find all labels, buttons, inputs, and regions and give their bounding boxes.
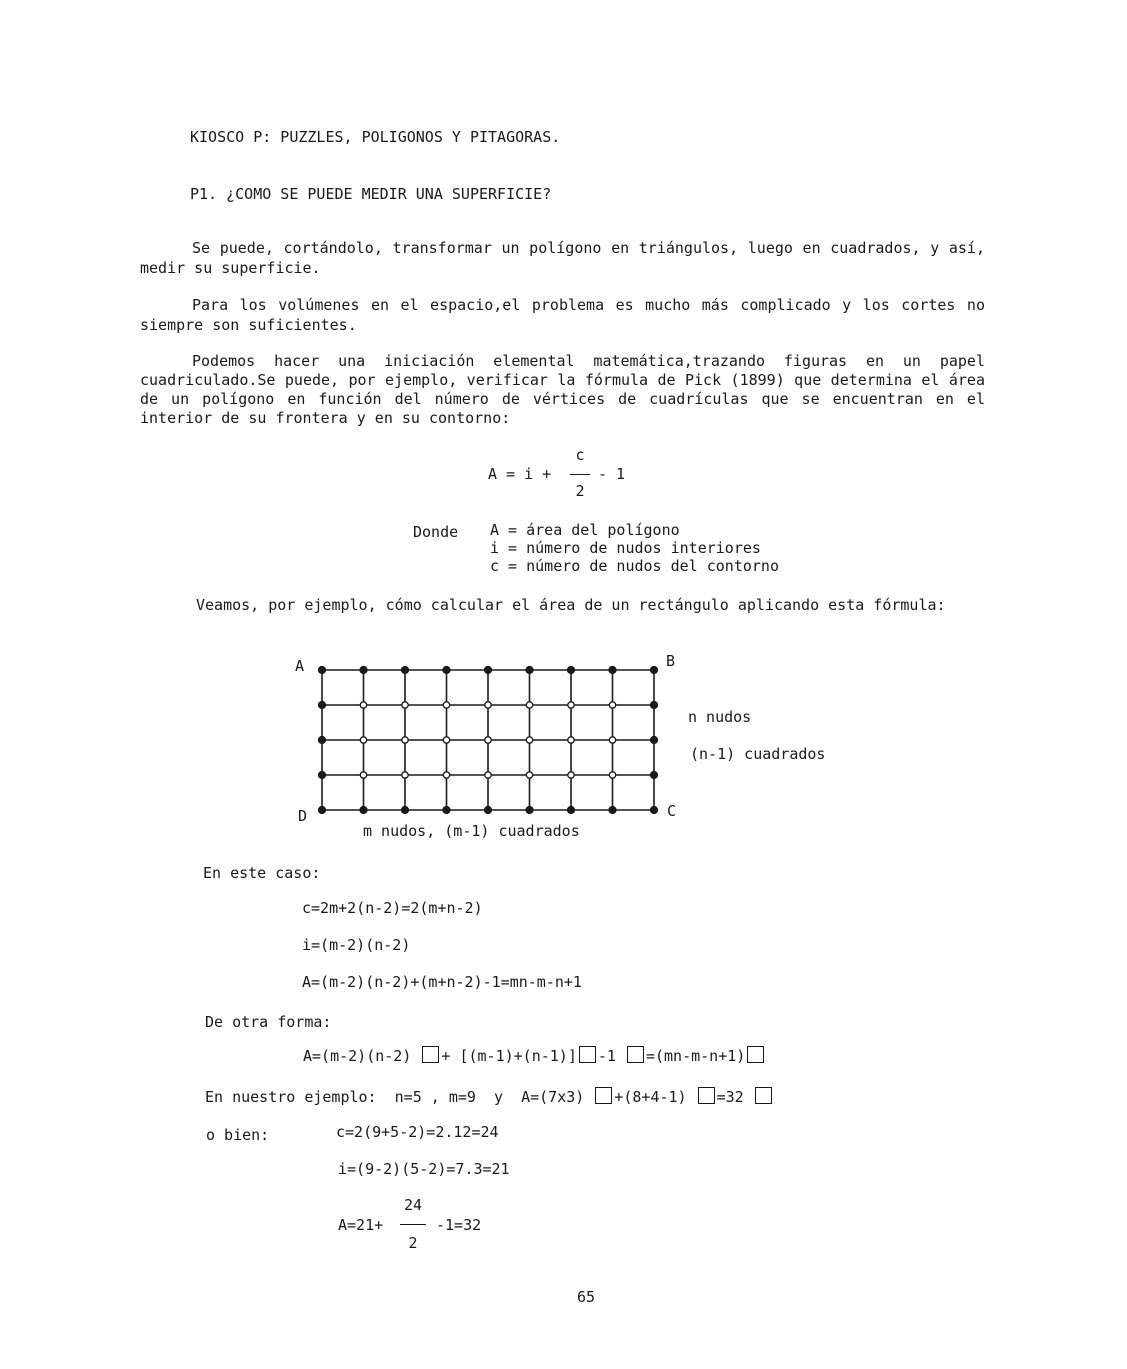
interior-node	[609, 772, 615, 778]
contour-node	[402, 667, 409, 674]
contour-node	[319, 702, 326, 709]
alt-numerator: 24	[403, 1196, 423, 1214]
contour-node	[568, 807, 575, 814]
contour-node	[526, 807, 533, 814]
interior-node	[568, 772, 574, 778]
contour-node	[443, 667, 450, 674]
unit-square-icon	[627, 1046, 644, 1063]
other-equation	[303, 1046, 766, 1065]
other-intro: De otra forma:	[205, 1013, 332, 1031]
contour-node	[651, 667, 658, 674]
legend-line-contour: c = número de nudos del contorno	[490, 557, 779, 575]
section-heading: P1. ¿COMO SE PUEDE MEDIR UNA SUPERFICIE?	[190, 185, 552, 203]
other-part-3: -1	[597, 1047, 616, 1065]
example-a2: +(8+4-1)	[614, 1088, 687, 1106]
paragraph-intro: Se puede, cortándolo, transformar un polígono en triángulos, luego en cuadrados, y así, medir su superficie.	[140, 239, 985, 277]
interior-node	[402, 772, 408, 778]
unit-square-icon	[422, 1046, 439, 1063]
formula-numerator: c	[575, 446, 585, 464]
alt-lhs: A=21+	[338, 1216, 384, 1234]
interior-node	[526, 702, 532, 708]
interior-node	[443, 702, 449, 708]
formula-tail: - 1	[598, 465, 626, 483]
interior-node	[360, 737, 366, 743]
interior-node	[443, 772, 449, 778]
contour-node	[609, 807, 616, 814]
contour-node	[651, 807, 658, 814]
interior-node	[609, 702, 615, 708]
formula-denominator: 2	[575, 482, 585, 500]
page-number: 65	[577, 1288, 596, 1306]
interior-node	[402, 737, 408, 743]
contour-node	[319, 667, 326, 674]
corner-label-a: A	[295, 657, 305, 675]
case-eq-i: i=(m-2)(n-2)	[302, 936, 411, 954]
interior-node	[609, 737, 615, 743]
unit-square-icon	[579, 1046, 596, 1063]
unit-square-icon	[698, 1087, 715, 1104]
contour-node	[319, 772, 326, 779]
page-title: KIOSCO P: PUZZLES, POLIGONOS Y PITAGORAS.	[190, 128, 561, 146]
example-a1: A=(7x3)	[521, 1088, 585, 1106]
contour-node	[651, 737, 658, 744]
case-eq-a: A=(m-2)(n-2)+(m+n-2)-1=mn-m-n+1	[302, 973, 582, 991]
interior-node	[526, 772, 532, 778]
contour-node	[360, 807, 367, 814]
contour-node	[651, 772, 658, 779]
interior-node	[568, 702, 574, 708]
formula-lhs: A = i +	[488, 465, 552, 483]
contour-node	[526, 667, 533, 674]
contour-node	[485, 807, 492, 814]
unit-square-icon	[595, 1087, 612, 1104]
interior-node	[485, 702, 491, 708]
contour-node	[568, 667, 575, 674]
legend-line-interior: i = número de nudos interiores	[490, 539, 761, 557]
contour-node	[319, 807, 326, 814]
corner-label-d: D	[298, 807, 308, 825]
example-intro-label: En nuestro ejemplo:	[205, 1088, 377, 1106]
interior-node	[443, 737, 449, 743]
contour-node	[609, 667, 616, 674]
contour-node	[651, 702, 658, 709]
other-part-2: + [(m-1)+(n-1)]	[441, 1047, 577, 1065]
example-n: n=5	[394, 1088, 422, 1106]
example-m: m=9	[448, 1088, 476, 1106]
contour-node	[443, 807, 450, 814]
donde-label: Donde	[413, 523, 459, 541]
interior-node	[485, 772, 491, 778]
other-part-4: =(mn-m-n+1)	[645, 1047, 746, 1065]
legend-line-area: A = área del polígono	[490, 521, 680, 539]
grid-diagram	[290, 650, 690, 840]
alt-denominator: 2	[408, 1234, 418, 1252]
corner-label-c: C	[667, 802, 677, 820]
alt-eq-i: i=(9-2)(5-2)=7.3=21	[338, 1160, 510, 1178]
interior-node	[526, 737, 532, 743]
fraction-bar	[570, 474, 590, 475]
example-line	[205, 1087, 774, 1106]
alt-tail: -1=32	[436, 1216, 482, 1234]
case-eq-c: c=2m+2(n-2)=2(m+n-2)	[302, 899, 483, 917]
interior-node	[402, 702, 408, 708]
label-n-nudos: n nudos	[688, 708, 752, 726]
label-n-cuadrados: (n-1) cuadrados	[690, 745, 826, 763]
contour-node	[402, 807, 409, 814]
other-part-1: A=(m-2)(n-2)	[303, 1047, 412, 1065]
contour-node	[485, 667, 492, 674]
label-m-nudos: m nudos, (m-1) cuadrados	[363, 822, 580, 840]
alt-intro: o bien:	[206, 1126, 270, 1144]
example-y: y	[494, 1088, 504, 1106]
paragraph-volumes: Para los volúmenes en el espacio,el problema es mucho más complicado y los cortes no siempre son suficientes.	[140, 296, 985, 334]
contour-node	[319, 737, 326, 744]
unit-square-icon	[747, 1046, 764, 1063]
alt-fraction-bar	[400, 1224, 426, 1225]
paragraph-pick: Podemos hacer una iniciación elemental matemática,trazando figuras en un papel cuadriculado.Se puede, por ejemplo, verificar la fórmula de Pick (1899) que determina el área de un polígono en función del número de vértices de cuadrículas que se encuentran en el interior de su frontera y en su contorno:	[140, 352, 985, 427]
example-separator: ,	[430, 1088, 440, 1106]
interior-node	[485, 737, 491, 743]
contour-node	[360, 667, 367, 674]
unit-square-icon	[755, 1087, 772, 1104]
alt-eq-c: c=2(9+5-2)=2.12=24	[336, 1123, 499, 1141]
interior-node	[360, 772, 366, 778]
corner-label-b: B	[666, 652, 676, 670]
interior-node	[360, 702, 366, 708]
example-a3: =32	[716, 1088, 744, 1106]
interior-node	[568, 737, 574, 743]
example-intro: Veamos, por ejemplo, cómo calcular el área de un rectángulo aplicando esta fórmula:	[196, 596, 946, 614]
case-intro: En este caso:	[203, 864, 321, 882]
